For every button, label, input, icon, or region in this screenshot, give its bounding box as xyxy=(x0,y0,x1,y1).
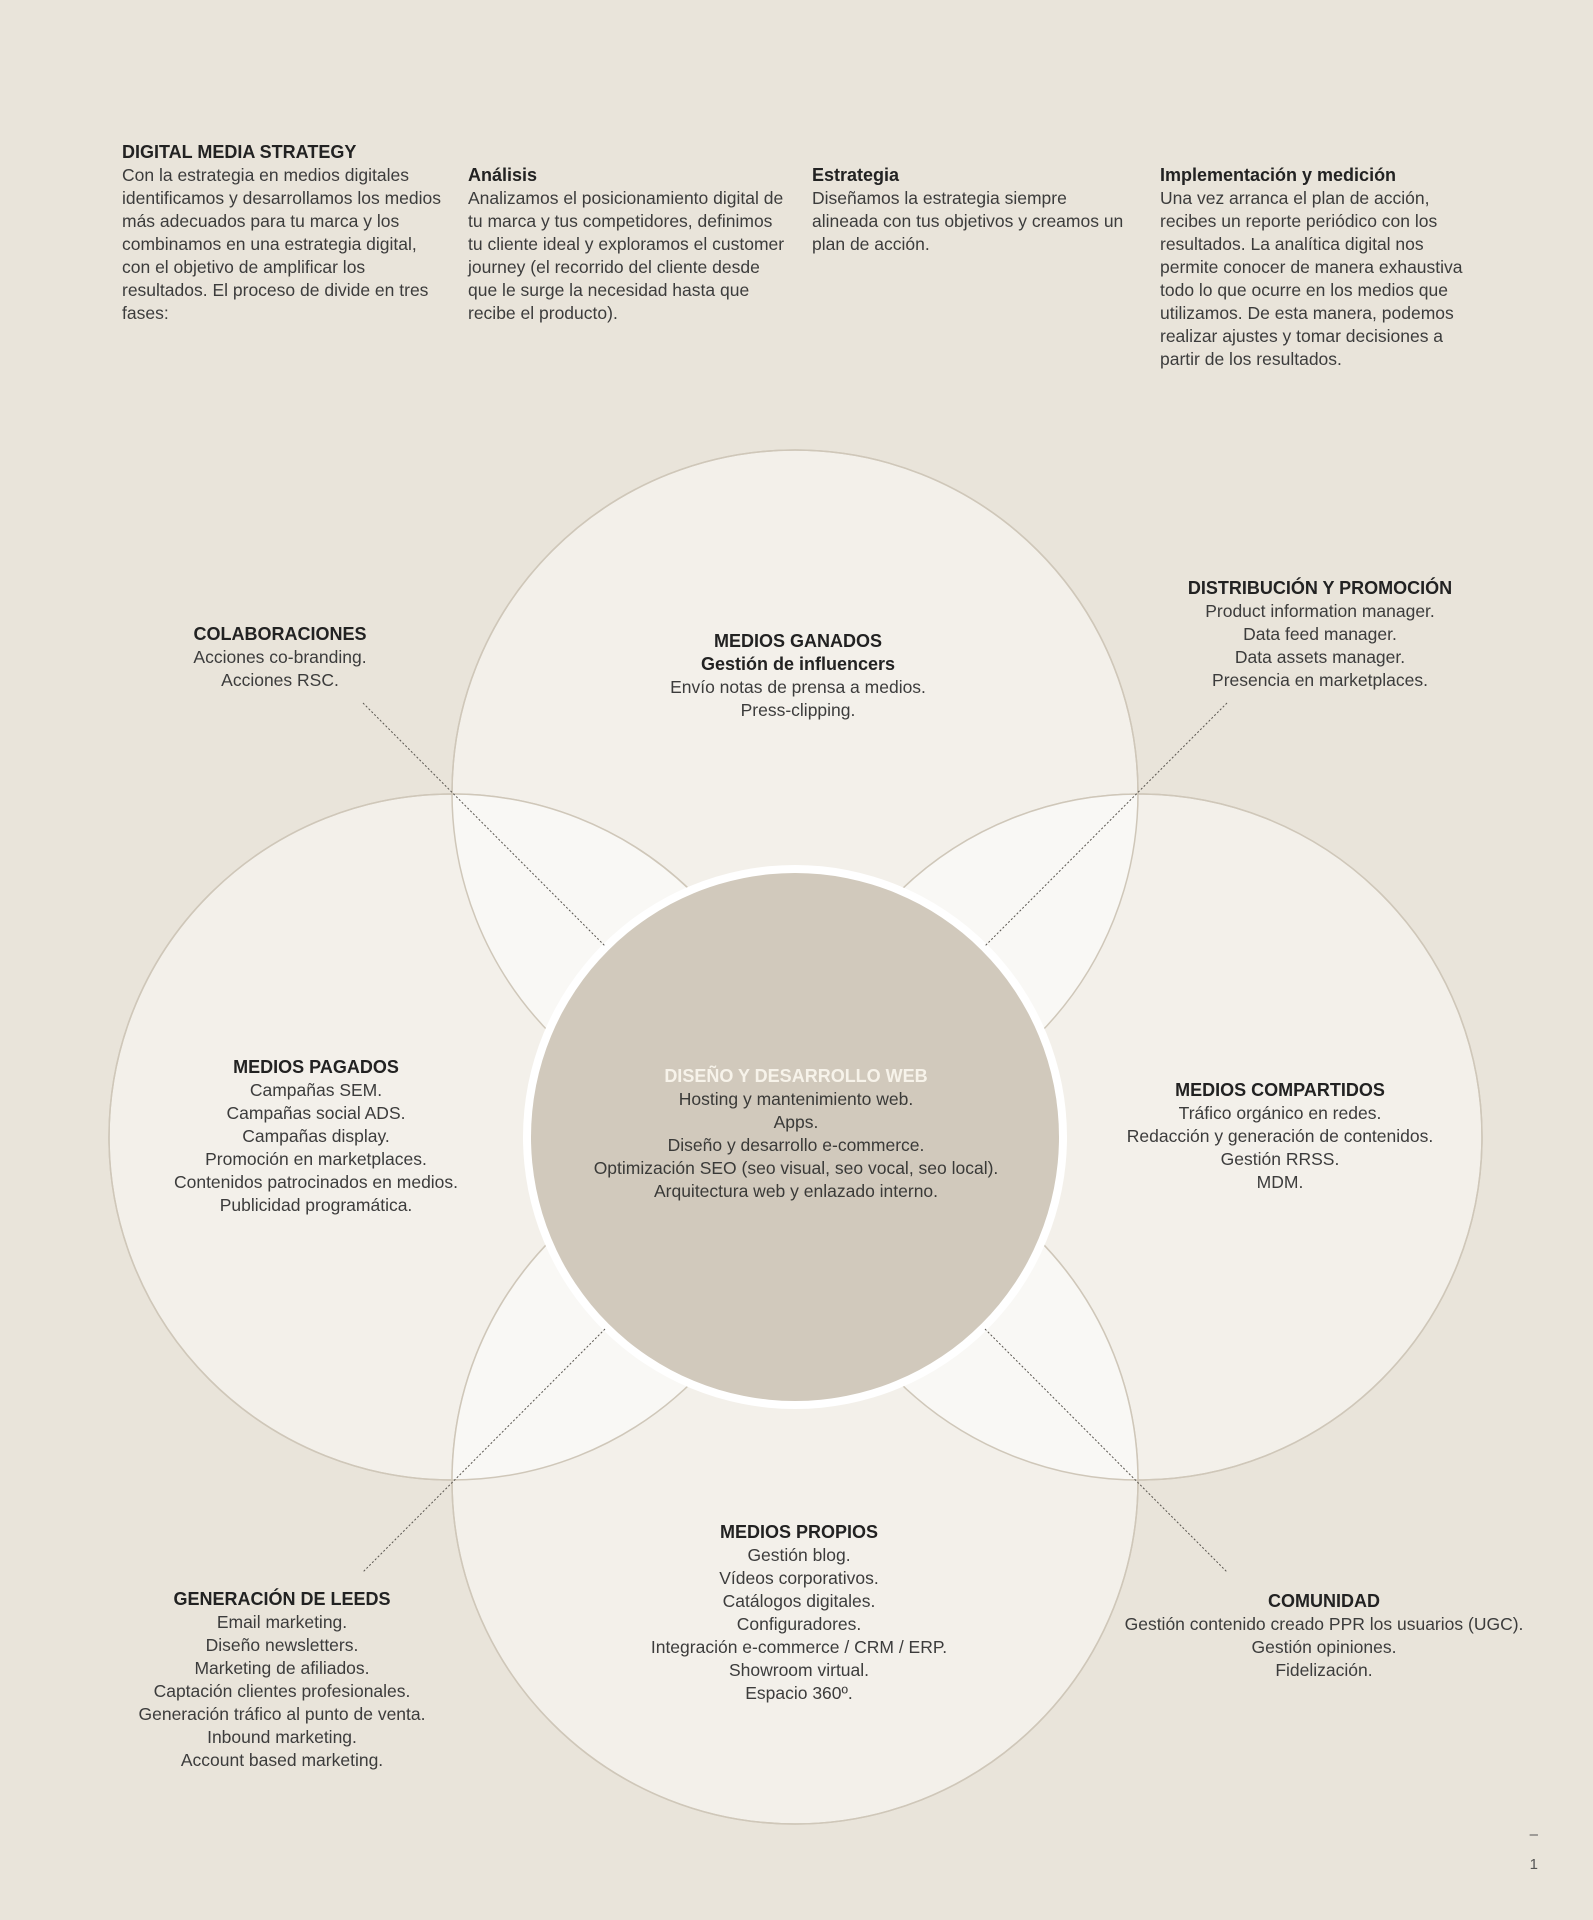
list-item: Account based marketing. xyxy=(180,1750,384,1770)
list-item: Tráfico orgánico en redes. xyxy=(1178,1103,1382,1123)
phase-title: Análisis xyxy=(468,165,538,185)
list-item: Acciones co-branding. xyxy=(193,647,367,667)
list-item: Email marketing. xyxy=(216,1612,348,1632)
list-item: Gestión opiniones. xyxy=(1251,1637,1397,1657)
medios-propios-block xyxy=(651,1521,947,1705)
section-title: MEDIOS COMPARTIDOS xyxy=(1175,1080,1385,1100)
list-item: Campañas display. xyxy=(242,1126,390,1146)
list-item: Data assets manager. xyxy=(1234,647,1406,667)
section-title: DISTRIBUCIÓN Y PROMOCIÓN xyxy=(1187,578,1453,598)
list-item: Contenidos patrocinados en medios. xyxy=(173,1172,459,1192)
intro-text: Con la estrategia en medios digitales identificamos y desarrollamos los medios más adecuados para tu marca y los combinamos en una estrategia digital, con el objetivo de amplificar los resultados. El proceso de divide en tres fases: xyxy=(122,165,442,323)
section-title: MEDIOS PAGADOS xyxy=(233,1057,399,1077)
list-item: Promoción en marketplaces. xyxy=(205,1149,427,1169)
distribucion-block xyxy=(1188,577,1452,692)
comunidad-block xyxy=(1125,1590,1524,1682)
list-item: Marketing de afiliados. xyxy=(194,1658,370,1678)
phase-text: Diseñamos la estrategia siempre alineada con tus objetivos y creamos un plan de acción. xyxy=(812,188,1124,254)
list-item: Presencia en marketplaces. xyxy=(1212,670,1428,690)
section-title: MEDIOS GANADOS xyxy=(713,631,883,651)
list-item: Configuradores. xyxy=(736,1614,862,1634)
list-item: Integración e-commerce / CRM / ERP. xyxy=(650,1637,948,1657)
list-item: Hosting y mantenimiento web. xyxy=(678,1089,914,1109)
list-item: Diseño newsletters. xyxy=(205,1635,359,1655)
list-item: Arquitectura web y enlazado interno. xyxy=(653,1181,939,1201)
list-item: Campañas social ADS. xyxy=(226,1103,406,1123)
medios-pagados-block xyxy=(174,1056,458,1217)
list-item: MDM. xyxy=(1256,1172,1304,1192)
list-item: Product information manager. xyxy=(1205,601,1435,621)
section-title: GENERACIÓN DE LEEDS xyxy=(173,1589,391,1609)
list-item: Apps. xyxy=(773,1112,819,1132)
center-title: DISEÑO Y DESARROLLO WEB xyxy=(664,1066,928,1086)
list-item: Envío notas de prensa a medios. xyxy=(670,677,926,697)
phase-title: Implementación y medición xyxy=(1160,165,1397,185)
colaboraciones-block xyxy=(193,623,366,692)
phase-text: Una vez arranca el plan de acción, recibes un reporte periódico con los resultados. La analítica digital nos permite conocer de manera exhaustiva todo lo que ocurre en los medios que utilizamos. De esta manera, podemos realizar ajustes y tomar decisiones a partir de los resultados. xyxy=(1160,188,1463,369)
list-item: Gestión contenido creado PPR los usuarios (UGC). xyxy=(1124,1614,1524,1634)
list-item: Acciones RSC. xyxy=(221,670,339,690)
list-item: Captación clientes profesionales. xyxy=(153,1681,411,1701)
list-item: Catálogos digitales. xyxy=(722,1591,876,1611)
list-item: Data feed manager. xyxy=(1243,624,1397,644)
intro-title: DIGITAL MEDIA STRATEGY xyxy=(122,142,357,162)
list-item: Gestión RRSS. xyxy=(1220,1149,1340,1169)
phase-title: Estrategia xyxy=(812,165,900,185)
list-item: Gestión blog. xyxy=(747,1545,851,1565)
center-block xyxy=(594,1065,999,1203)
generacion-block xyxy=(139,1588,426,1772)
list-item: Fidelización. xyxy=(1275,1660,1373,1680)
list-item: Inbound marketing. xyxy=(207,1727,357,1747)
list-item: Diseño y desarrollo e-commerce. xyxy=(667,1135,925,1155)
list-item: Vídeos corporativos. xyxy=(719,1568,879,1588)
list-item: Publicidad programática. xyxy=(219,1195,413,1215)
section-title: COLABORACIONES xyxy=(193,624,367,644)
list-item: Espacio 360º. xyxy=(745,1683,853,1703)
phase-text: Analizamos el posicionamiento digital de tu marca y tus competidores, definimos tu cliente ideal y exploramos el customer journey (el recorrido del cliente desde que le surge la necesidad hasta que recibe el producto). xyxy=(468,188,785,323)
medios-ganados-block xyxy=(670,630,926,722)
section-title: COMUNIDAD xyxy=(1267,1591,1380,1611)
page-dash: – xyxy=(1529,1826,1538,1843)
list-item: Redacción y generación de contenidos. xyxy=(1126,1126,1434,1146)
page-number: 1 xyxy=(1529,1856,1538,1873)
medios-compartidos-block xyxy=(1127,1079,1433,1194)
list-item: Campañas SEM. xyxy=(249,1080,383,1100)
list-item: Showroom virtual. xyxy=(728,1660,870,1680)
list-item: Optimización SEO (seo visual, seo vocal, seo local). xyxy=(593,1158,999,1178)
section-subtitle: Gestión de influencers xyxy=(700,654,896,674)
section-title: MEDIOS PROPIOS xyxy=(719,1522,879,1542)
list-item: Press-clipping. xyxy=(740,700,856,720)
list-item: Generación tráfico al punto de venta. xyxy=(138,1704,426,1724)
